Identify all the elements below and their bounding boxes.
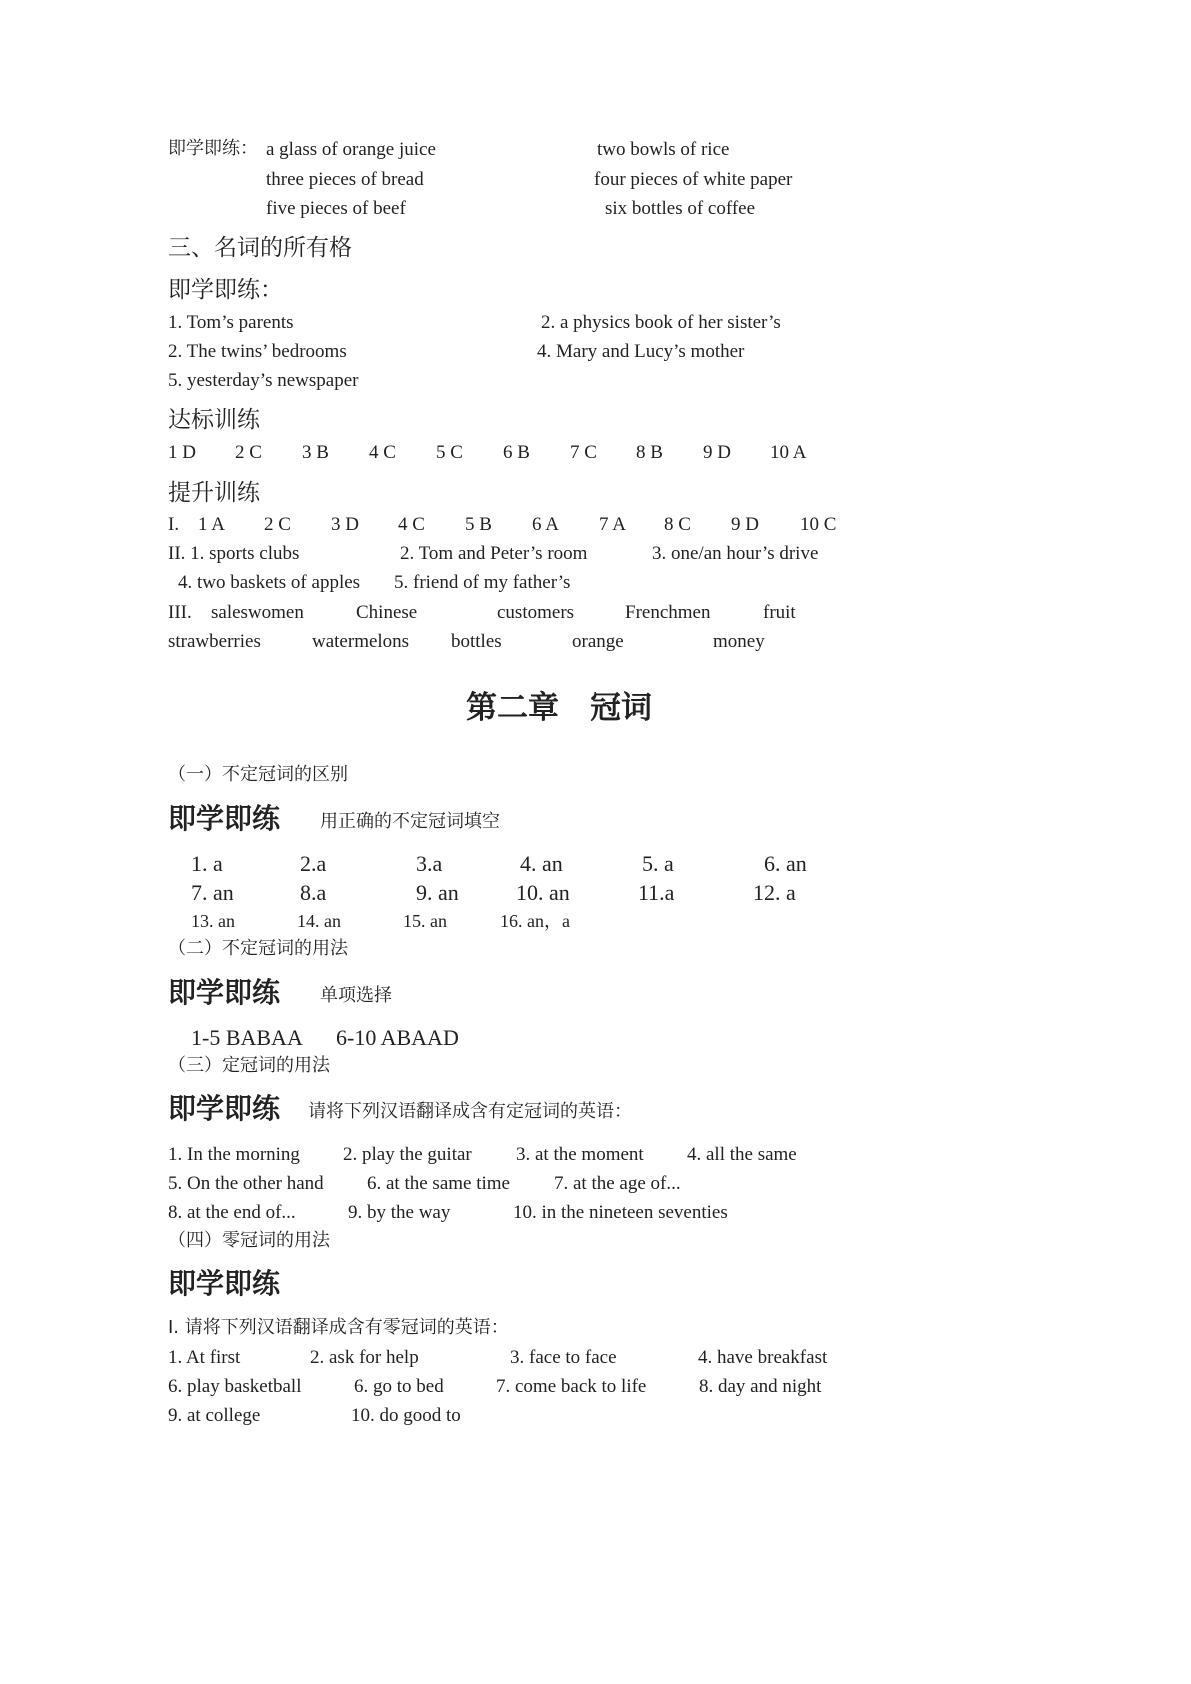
answer-item: 3 B — [302, 442, 329, 463]
section-title: 提升训练 — [168, 480, 260, 506]
answer-item: 1 A — [198, 514, 225, 535]
answer-item: three pieces of bread — [266, 169, 424, 190]
answer-item: 3.a — [416, 851, 443, 876]
subsection-title: （三）定冠词的用法 — [168, 1055, 330, 1076]
answer-item: 7. an — [191, 880, 234, 905]
instruction: 单项选择 — [320, 985, 392, 1006]
answer-item: 1 D — [168, 442, 196, 463]
answer-item: 8. day and night — [699, 1376, 822, 1397]
practice-label: 即学即练： — [168, 138, 258, 159]
answer-item: 11.a — [638, 880, 675, 905]
instruction: 请将下列汉语翻译成含有定冠词的英语： — [308, 1101, 632, 1122]
answer-item: 6-10 ABAAD — [336, 1025, 459, 1050]
answer-item: 2. The twins’ bedrooms — [168, 341, 347, 362]
answer-item: 3 D — [331, 514, 359, 535]
answer-item: 6. go to bed — [354, 1376, 444, 1397]
answer-item: 5. On the other hand — [168, 1173, 324, 1194]
answer-item: 7 C — [570, 442, 597, 463]
section-title: 达标训练 — [168, 407, 260, 433]
answer-item: 5. friend of my father’s — [394, 572, 571, 593]
answer-item: 2 C — [235, 442, 262, 463]
answer-item: 2 C — [264, 514, 291, 535]
answer-item: 2. a physics book of her sister’s — [541, 312, 781, 333]
answer-item: 3. face to face — [510, 1347, 617, 1368]
answer-item: 4. all the same — [687, 1144, 797, 1165]
answer-item: 6. play basketball — [168, 1376, 302, 1397]
answer-item: 7 A — [599, 514, 626, 535]
answer-item: 5 C — [436, 442, 463, 463]
part-label: III. — [168, 602, 192, 623]
answer-item: 5. a — [642, 851, 674, 876]
answer-item: 3. at the moment — [516, 1144, 644, 1165]
answer-item: 2. Tom and Peter’s room — [400, 543, 588, 564]
answer-item: 10 C — [800, 514, 837, 535]
answer-item: 1. At first — [168, 1347, 241, 1368]
answer-item: 9 D — [731, 514, 759, 535]
answer-item: 4 C — [369, 442, 396, 463]
answer-item: 1. a — [191, 851, 223, 876]
practice-heading: 即学即练 — [168, 976, 281, 1009]
answer-item: orange — [572, 631, 624, 652]
answer-item: 1. Tom’s parents — [168, 312, 294, 333]
answer-item: 8 B — [636, 442, 663, 463]
answer-item: 14. an — [297, 911, 341, 931]
answer-item: II. 1. sports clubs — [168, 543, 300, 564]
answer-item: a glass of orange juice — [266, 139, 436, 160]
answer-item: saleswomen — [211, 602, 304, 623]
answer-item: Frenchmen — [625, 602, 711, 623]
answer-item: bottles — [451, 631, 502, 652]
answer-item: 5. yesterday’s newspaper — [168, 370, 359, 391]
answer-item: five pieces of beef — [266, 198, 406, 219]
part-label: I. — [168, 514, 180, 535]
answer-item: fruit — [763, 602, 796, 623]
answer-item: 6 B — [503, 442, 530, 463]
answer-item: two bowls of rice — [597, 139, 730, 160]
subsection-title: （四）零冠词的用法 — [168, 1230, 330, 1251]
practice-heading: 即学即练 — [168, 1267, 281, 1300]
answer-item: 13. an — [191, 911, 235, 931]
answer-item: money — [713, 631, 765, 652]
answer-item: 10 A — [770, 442, 807, 463]
answer-item: 2.a — [300, 851, 327, 876]
subsection-title: （二）不定冠词的用法 — [168, 938, 348, 959]
answer-item: 8 C — [664, 514, 691, 535]
answer-item: 4 C — [398, 514, 425, 535]
section-title: 三、名词的所有格 — [168, 235, 352, 261]
instruction: I. 请将下列汉语翻译成含有零冠词的英语： — [168, 1317, 509, 1338]
answer-item: 10. in the nineteen seventies — [513, 1202, 728, 1223]
answer-item: 9. by the way — [348, 1202, 451, 1223]
answer-item: 10. an — [516, 880, 570, 905]
answer-item: four pieces of white paper — [594, 169, 793, 190]
answer-item: strawberries — [168, 631, 261, 652]
answer-item: 7. come back to life — [496, 1376, 647, 1397]
answer-item: six bottles of coffee — [605, 198, 756, 219]
answer-item: 4. two baskets of apples — [178, 572, 361, 593]
answer-item: 1-5 BABAA — [191, 1025, 303, 1050]
practice-heading: 即学即练 — [168, 1092, 281, 1125]
answer-item: Chinese — [356, 602, 418, 623]
practice-label: 即学即练： — [168, 277, 283, 303]
answer-item: 1. In the morning — [168, 1144, 300, 1165]
answer-item: 9. an — [416, 880, 459, 905]
answer-item: 2. play the guitar — [343, 1144, 472, 1165]
answer-item: 4. have breakfast — [698, 1347, 828, 1368]
answer-item: 12. a — [753, 880, 796, 905]
answer-item: 3. one/an hour’s drive — [652, 543, 819, 564]
answer-item: 7. at the age of... — [554, 1173, 681, 1194]
answer-item: 9. at college — [168, 1405, 261, 1426]
answer-item: 4. an — [520, 851, 563, 876]
answer-item: 6 A — [532, 514, 559, 535]
answer-item: 6. an — [764, 851, 807, 876]
answer-item: customers — [497, 602, 575, 623]
answer-item: 6. at the same time — [367, 1173, 510, 1194]
answer-item: 2. ask for help — [310, 1347, 419, 1368]
answer-item: 4. Mary and Lucy’s mother — [537, 341, 745, 362]
subsection-title: （一）不定冠词的区别 — [168, 764, 348, 785]
chapter-title: 第二章 冠词 — [466, 690, 652, 726]
instruction: 用正确的不定冠词填空 — [320, 811, 500, 832]
answer-item: 5 B — [465, 514, 492, 535]
answer-item: 8. at the end of... — [168, 1202, 296, 1223]
answer-item: 16. an，a — [500, 911, 570, 931]
answer-item: 9 D — [703, 442, 731, 463]
answer-item: 15. an — [403, 911, 447, 931]
practice-heading: 即学即练 — [168, 802, 281, 835]
answer-item: 10. do good to — [351, 1405, 461, 1426]
answer-item: watermelons — [312, 631, 410, 652]
answer-item: 8.a — [300, 880, 327, 905]
